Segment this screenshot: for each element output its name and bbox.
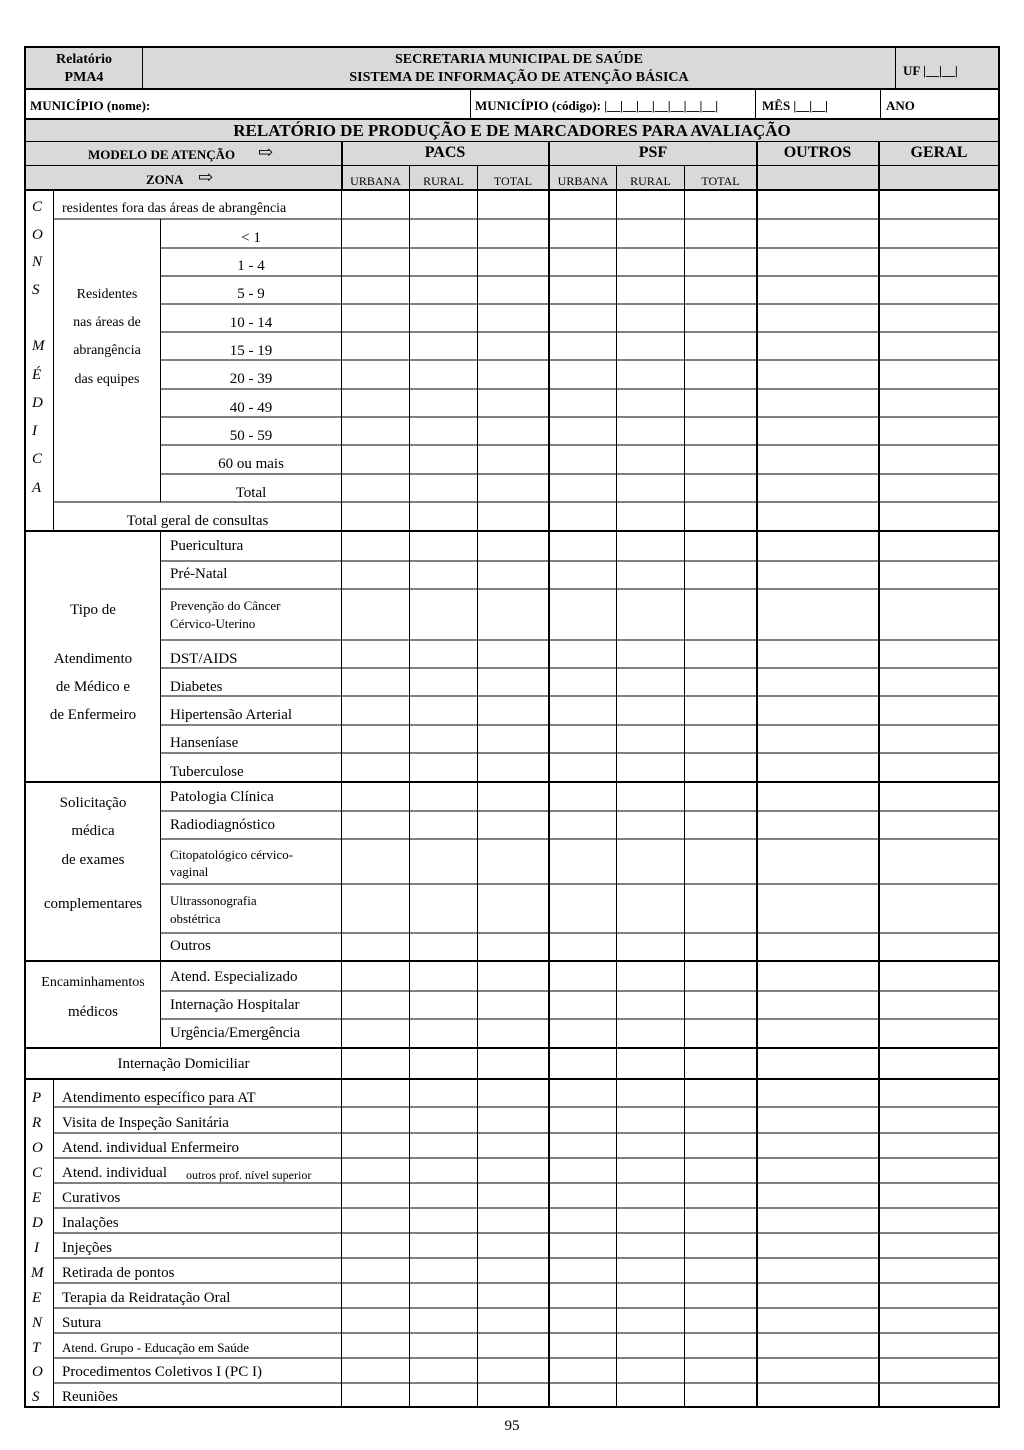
arrow-right-icon: ⇨ bbox=[198, 167, 214, 187]
arrow-right-icon: ⇨ bbox=[258, 142, 274, 162]
proced-item: Reuniões bbox=[62, 1389, 118, 1405]
residentes-label: nas áreas de bbox=[73, 315, 141, 330]
tipo-item: Diabetes bbox=[170, 679, 223, 695]
col-psf-urbana: URBANA bbox=[557, 174, 609, 188]
residentes-label: das equipes bbox=[74, 372, 140, 387]
proced-letter: I bbox=[34, 1240, 39, 1256]
encaminhamentos-item: Urgência/Emergência bbox=[170, 1025, 301, 1041]
encaminhamentos-item: Internação Hospitalar bbox=[170, 997, 300, 1013]
proced-item: Inalações bbox=[62, 1215, 119, 1231]
row-label-fora: residentes fora das áreas de abrangência bbox=[62, 201, 287, 216]
header-title-2: SISTEMA DE INFORMAÇÃO DE ATENÇÃO BÁSICA bbox=[349, 70, 689, 85]
consulta-letter: D bbox=[32, 395, 43, 411]
proced-letter: T bbox=[32, 1340, 41, 1356]
tipo-label: de Enfermeiro bbox=[49, 707, 137, 723]
col-pacs-urbana: URBANA bbox=[350, 174, 401, 188]
encaminhamentos-item: Atend. Especializado bbox=[170, 969, 298, 985]
consulta-letter: S bbox=[32, 282, 40, 298]
proced-letter: S bbox=[32, 1389, 40, 1405]
proced-letter: E bbox=[32, 1190, 42, 1206]
consulta-letter: É bbox=[32, 367, 42, 383]
tipo-item: Hanseníase bbox=[170, 735, 239, 751]
exames-label: de exames bbox=[61, 852, 125, 868]
proced-item: Injeções bbox=[62, 1240, 112, 1256]
proced-item: Retirada de pontos bbox=[62, 1265, 175, 1281]
modelo-label: MODELO DE ATENÇÃO bbox=[88, 147, 236, 162]
municipio-nome-field[interactable]: MUNICÍPIO (nome): bbox=[30, 98, 151, 113]
age-row-label: 50 - 59 bbox=[229, 428, 273, 444]
proced-letter: C bbox=[32, 1165, 43, 1181]
proced-letter: D bbox=[32, 1215, 43, 1231]
exames-label: médica bbox=[71, 823, 115, 839]
col-geral: GERAL bbox=[910, 144, 968, 161]
proced-letter: O bbox=[32, 1140, 43, 1156]
proced-letter: R bbox=[32, 1115, 42, 1131]
proced-letter: N bbox=[32, 1315, 43, 1331]
proced-item-note: outros prof. nível superior bbox=[186, 1168, 312, 1182]
col-psf-total: TOTAL bbox=[701, 174, 740, 188]
proced-letter: M bbox=[31, 1265, 44, 1281]
uf-field[interactable]: UF |__|__| bbox=[903, 63, 958, 78]
total-geral-label: Total geral de consultas bbox=[126, 513, 269, 529]
tipo-item: Prevenção do Câncer bbox=[170, 598, 281, 613]
age-row-label: 5 - 9 bbox=[237, 286, 265, 302]
page-number: 95 bbox=[504, 1418, 520, 1434]
age-row-label: 15 - 19 bbox=[229, 343, 273, 359]
proced-item: Atend. Grupo - Educação em Saúde bbox=[62, 1340, 249, 1355]
age-row-label: < 1 bbox=[241, 230, 261, 246]
mes-field[interactable]: MÊS |__|__| bbox=[762, 98, 829, 113]
col-pacs: PACS bbox=[424, 144, 466, 161]
tipo-item: Cérvico-Uterino bbox=[170, 616, 256, 631]
col-psf: PSF bbox=[638, 144, 668, 161]
exames-item: Outros bbox=[170, 938, 211, 954]
proced-item: Atend. individual bbox=[62, 1165, 167, 1181]
proced-item: Atend. individual Enfermeiro bbox=[62, 1140, 240, 1156]
proced-item: Visita de Inspeção Sanitária bbox=[62, 1115, 229, 1131]
exames-item: Radiodiagnóstico bbox=[170, 817, 275, 833]
age-row-label: 60 ou mais bbox=[218, 456, 284, 472]
residentes-label: abrangência bbox=[73, 343, 141, 358]
age-row-label: 1 - 4 bbox=[237, 258, 265, 274]
consulta-letter: C bbox=[32, 451, 43, 467]
consulta-letter: N bbox=[32, 254, 43, 270]
municipio-codigo-field[interactable]: MUNICÍPIO (código): |__|__|__|__|__|__|__| bbox=[475, 98, 719, 113]
proced-letter: E bbox=[32, 1290, 42, 1306]
age-row-label: 40 - 49 bbox=[229, 400, 273, 416]
tipo-item: DST/AIDS bbox=[170, 651, 238, 667]
tipo-label: de Médico e bbox=[55, 679, 131, 695]
residentes-label: Residentes bbox=[76, 287, 138, 302]
consulta-letter: I bbox=[32, 423, 37, 439]
zona-label: ZONA bbox=[146, 172, 184, 187]
tipo-label: Tipo de bbox=[70, 602, 116, 618]
proced-letter: O bbox=[32, 1364, 43, 1380]
col-pacs-rural: RURAL bbox=[423, 174, 464, 188]
col-psf-rural: RURAL bbox=[630, 174, 671, 188]
ano-field[interactable]: ANO bbox=[886, 98, 915, 113]
consulta-letter: C bbox=[32, 199, 43, 215]
exames-item: Citopatológico cérvico- bbox=[170, 847, 294, 862]
tipo-item: Hipertensão Arterial bbox=[170, 707, 293, 723]
age-row-label: 20 - 39 bbox=[229, 371, 273, 387]
exames-item: Ultrassonografia bbox=[170, 893, 257, 908]
exames-label: Solicitação bbox=[59, 795, 127, 811]
report-label: Relatório bbox=[56, 52, 112, 67]
proced-item: Procedimentos Coletivos I (PC I) bbox=[62, 1364, 262, 1380]
age-row-label: Total bbox=[235, 485, 267, 501]
consulta-letter: M bbox=[32, 338, 45, 354]
col-pacs-total: TOTAL bbox=[493, 174, 533, 188]
proced-item: Curativos bbox=[62, 1190, 121, 1206]
internacao-domiciliar-label: Internação Domiciliar bbox=[117, 1056, 250, 1072]
report-code: PMA4 bbox=[64, 70, 104, 85]
exames-item: obstétrica bbox=[170, 911, 221, 926]
col-outros: OUTROS bbox=[783, 144, 852, 161]
proced-item: Atendimento específico para AT bbox=[62, 1090, 256, 1106]
header-title-1: SECRETARIA MUNICIPAL DE SAÚDE bbox=[394, 52, 644, 67]
consulta-letter: A bbox=[32, 480, 42, 496]
consulta-letter: O bbox=[32, 227, 43, 243]
proced-item: Sutura bbox=[62, 1315, 102, 1331]
tipo-item: Tuberculose bbox=[170, 764, 244, 780]
encaminhamentos-label: Encaminhamentos bbox=[41, 975, 145, 990]
exames-item: Patologia Clínica bbox=[170, 789, 274, 805]
proced-item: Terapia da Reidratação Oral bbox=[62, 1290, 231, 1306]
exames-item: vaginal bbox=[170, 864, 209, 879]
proced-letter: P bbox=[32, 1090, 42, 1106]
tipo-label: Atendimento bbox=[53, 651, 133, 667]
tipo-item: Puericultura bbox=[170, 538, 244, 554]
report-title: RELATÓRIO DE PRODUÇÃO E DE MARCADORES PARA AVALIAÇÃO bbox=[233, 121, 791, 140]
tipo-item: Pré-Natal bbox=[170, 566, 228, 582]
age-row-label: 10 - 14 bbox=[229, 315, 273, 331]
encaminhamentos-label: médicos bbox=[68, 1004, 118, 1020]
exames-label: complementares bbox=[43, 896, 143, 912]
